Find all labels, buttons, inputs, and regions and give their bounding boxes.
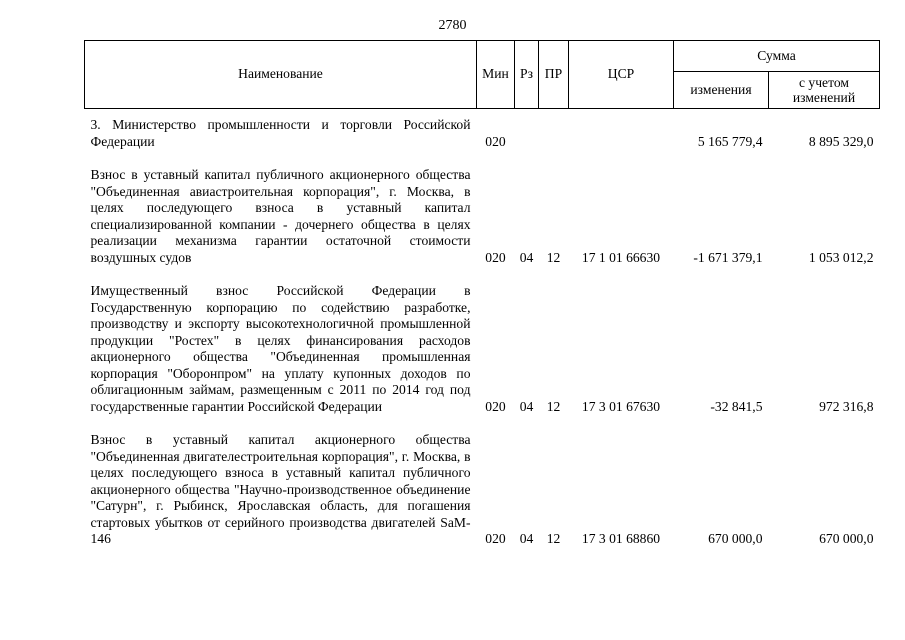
budget-table [84, 40, 880, 548]
table-row [85, 167, 880, 266]
row-name: Имущественный взнос Российской Федерации в Государственную корпорацию по содействию разработке, производству и экспорту высокотехнологичной промышленной продукции "Ростех" в целях финансирования расходов акционерного общества "Объединенная промышленная корпорация "Оборонпром" на уплату купонных доходов по облигационным займам, размещенным с 2011 по 2014 год под государственные гарантии Российской Федерации [90, 283, 471, 414]
header-name: Наименование [85, 41, 477, 109]
header-with-change: с учетом изменений [769, 72, 880, 109]
table-row [85, 283, 880, 415]
row-min: 020 [485, 133, 506, 149]
row-name: Взнос в уставный капитал публичного акционерного общества "Объединенная авиастроительная корпорация", г. Москва, в целях последующего взноса в уставный капитал специализированной компании - дочернего общества в целях реализации механизма гарантии остаточной стоимости воздушных судов [90, 167, 471, 265]
table-body [85, 109, 880, 548]
row-total: 670 000,0 [819, 531, 874, 546]
row-total: 1 053 012,2 [808, 249, 874, 265]
row-name: Взнос в уставный капитал акционерного общества "Объединенная двигателестроительная корпорация", г. Москва, в целях последующего взноса в уставный капитал публичного акционерного общества "Научно-производственное объединение "Сатурн", г. Рыбинск, Ярославская область, для погашения стартовых убытков от серийного производства двигателей SaM-146 [90, 432, 471, 546]
row-min: 020 [485, 398, 506, 414]
table-header [85, 41, 880, 109]
row-rz [515, 117, 539, 150]
row-pr [539, 117, 569, 150]
header-pr: ПР [539, 41, 569, 109]
header-sum: Сумма [674, 41, 880, 72]
header-change: изменения [674, 72, 769, 109]
header-min: Мин [477, 41, 515, 109]
table-row [85, 117, 880, 150]
row-rz: 04 [519, 531, 534, 546]
row-min: 020 [485, 531, 506, 546]
row-change: -1 671 379,1 [693, 249, 763, 265]
row-csr: 17 1 01 66630 [581, 249, 661, 265]
row-csr: 17 3 01 67630 [581, 398, 661, 414]
row-pr: 12 [546, 398, 561, 414]
row-min: 020 [485, 249, 506, 265]
row-total: 8 895 329,0 [808, 133, 874, 149]
row-change: 5 165 779,4 [697, 133, 763, 149]
page-number: 2780 [438, 18, 467, 33]
header-rz: Рз [515, 41, 539, 109]
row-pr: 12 [546, 531, 561, 546]
row-rz: 04 [519, 398, 534, 414]
header-csr: ЦСР [569, 41, 674, 109]
row-pr: 12 [546, 249, 561, 265]
row-total: 972 316,8 [819, 398, 874, 414]
row-csr [569, 117, 674, 150]
row-change: 670 000,0 [708, 531, 763, 546]
row-rz: 04 [519, 249, 534, 265]
row-change: -32 841,5 [710, 398, 763, 414]
row-name: 3. Министерство промышленности и торговли Российской Федерации [90, 117, 471, 149]
row-csr: 17 3 01 68860 [581, 531, 661, 546]
table-row [85, 432, 880, 548]
